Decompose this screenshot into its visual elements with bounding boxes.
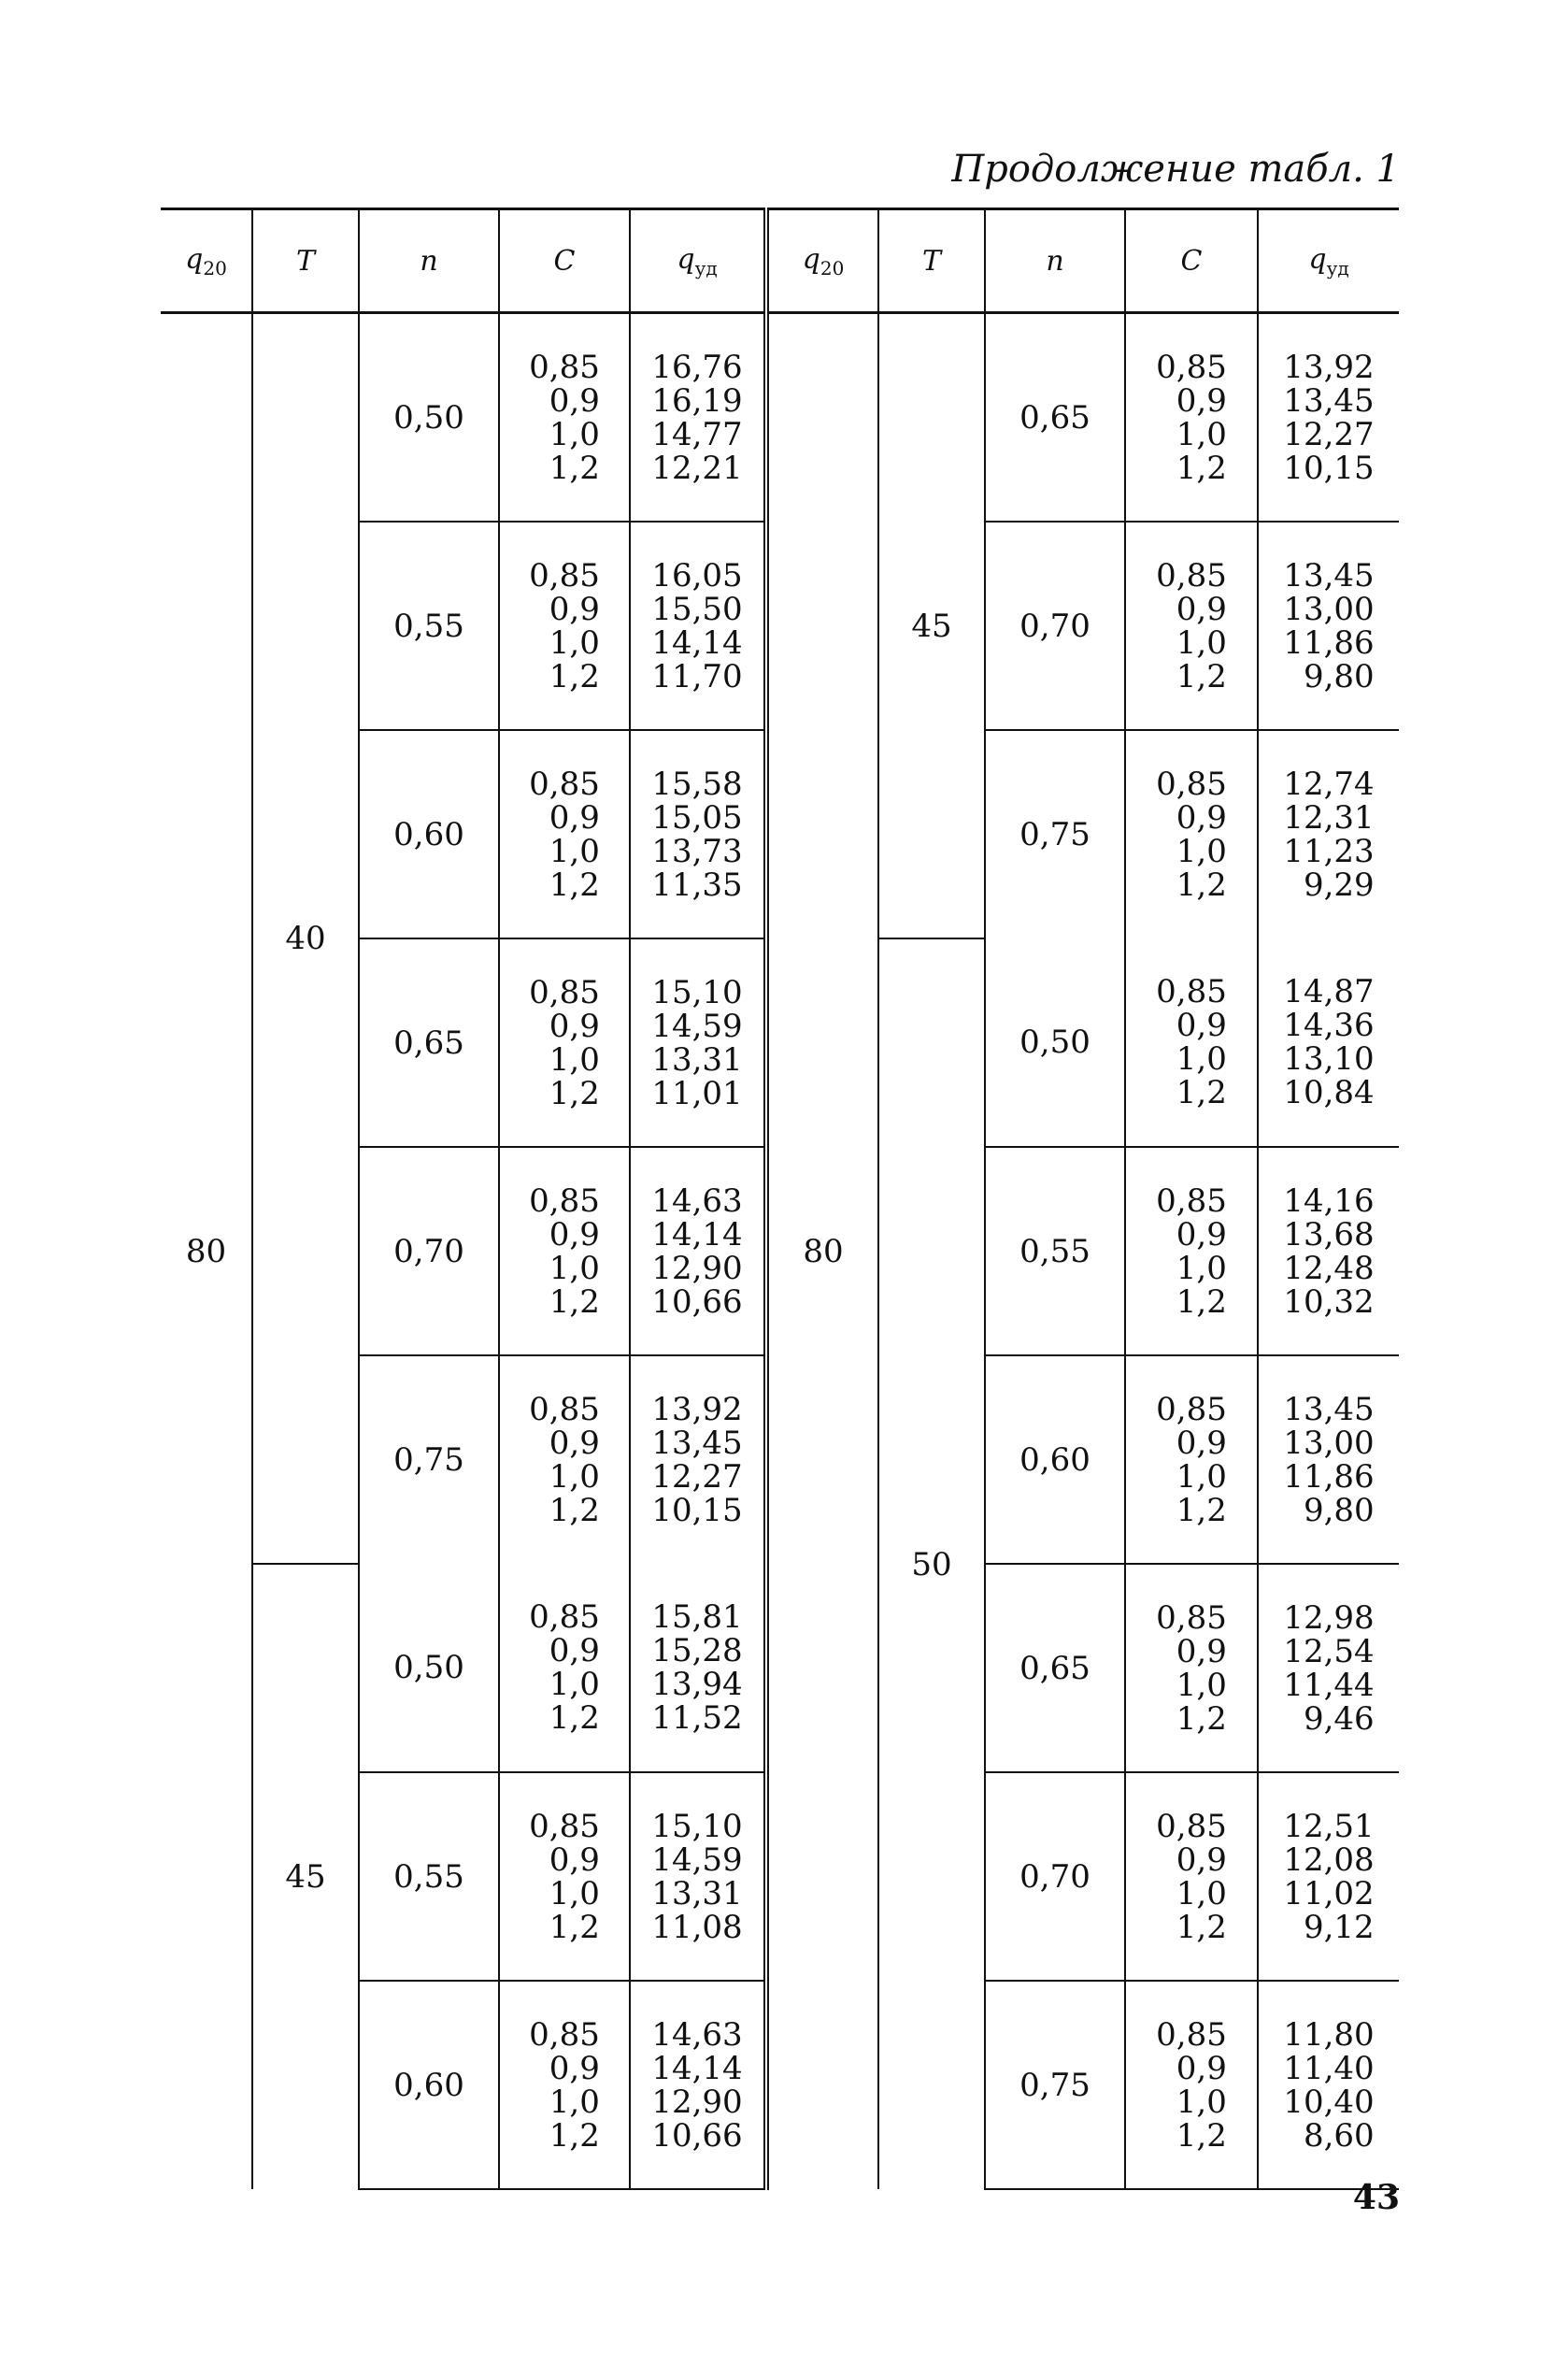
value-line: 0,85	[1156, 1390, 1227, 1428]
value-line: 0,9	[549, 2049, 600, 2087]
left-t-cell: 45	[252, 1564, 359, 2189]
value-stack	[1283, 975, 1374, 1110]
value-line: 10,66	[651, 1282, 743, 1321]
value-line: 1,0	[549, 1666, 600, 1703]
left-c-cell	[499, 938, 630, 1147]
header-q20-left: $q_{20}$	[161, 209, 252, 313]
value-line: 13,45	[1283, 381, 1375, 420]
value-line: 15,28	[651, 1632, 743, 1669]
left-c-cell	[499, 1355, 630, 1564]
value-line: 15,10	[651, 1807, 743, 1845]
value-line: 13,31	[651, 1874, 743, 1912]
right-n-cell: 0,70	[985, 522, 1125, 730]
value-line: 1,0	[549, 1040, 600, 1079]
right-c-cell	[1125, 313, 1258, 523]
value-line: 12,27	[1283, 415, 1375, 453]
value-line: 1,0	[1176, 1457, 1227, 1496]
header-t-right: T	[878, 209, 985, 313]
value-line: 1,0	[549, 415, 600, 453]
value-line: 15,50	[651, 590, 743, 628]
value-stack	[651, 1600, 742, 1735]
value-line: 1,0	[549, 2083, 600, 2121]
value-line: 1,2	[549, 866, 600, 904]
value-line: 14,14	[651, 1215, 743, 1253]
value-stack	[1156, 975, 1227, 1110]
value-stack	[651, 2015, 743, 2155]
left-qud-cell	[630, 730, 766, 938]
value-stack	[1283, 1184, 1374, 1319]
value-line: 0,9	[1176, 2049, 1227, 2087]
left-c-cell	[499, 1981, 630, 2189]
value-line: 11,52	[651, 1699, 743, 1737]
value-line: 1,2	[549, 449, 600, 487]
value-line: 0,85	[529, 348, 600, 386]
value-stack	[1156, 1390, 1227, 1529]
value-stack	[1283, 2015, 1375, 2155]
value-line: 0,9	[1176, 1840, 1227, 1879]
value-line: 0,9	[1176, 1632, 1227, 1670]
value-line: 1,2	[549, 1492, 600, 1529]
left-c-cell	[499, 1147, 630, 1355]
right-qud-cell	[1258, 1981, 1399, 2189]
value-line: 1,0	[549, 1458, 600, 1496]
value-line: 11,70	[651, 657, 743, 695]
header-qud-left: $q_{уд}$	[630, 209, 766, 313]
value-line: 13,45	[651, 1425, 743, 1462]
value-line: 1,0	[1176, 1249, 1227, 1287]
value-line: 1,2	[1176, 449, 1227, 487]
value-line: 1,0	[1176, 623, 1227, 662]
right-qud-cell	[1258, 1355, 1399, 1564]
value-line: 11,08	[651, 1908, 743, 1946]
data-table	[161, 208, 1399, 2190]
page-number: 43	[1352, 2178, 1400, 2217]
value-line: 0,85	[1156, 2015, 1227, 2054]
value-line: 12,90	[651, 1249, 743, 1287]
left-n-cell: 0,60	[359, 1981, 499, 2189]
value-line: 14,14	[651, 623, 743, 662]
right-qud-cell	[1258, 938, 1399, 1147]
value-line: 15,10	[651, 973, 743, 1011]
left-n-cell: 0,55	[359, 1772, 499, 1981]
value-line: 0,9	[549, 798, 600, 837]
value-line: 14,63	[651, 2015, 743, 2054]
value-stack	[1156, 348, 1227, 487]
value-stack	[1283, 767, 1374, 902]
value-line: 14,16	[1283, 1182, 1375, 1220]
left-qud-cell	[630, 1147, 766, 1355]
value-line: 14,77	[651, 415, 743, 453]
value-line: 1,0	[549, 623, 600, 662]
value-line: 12,48	[1283, 1249, 1375, 1287]
value-line: 8,60	[1303, 2116, 1375, 2155]
value-line: 14,36	[1283, 1007, 1375, 1044]
value-stack	[529, 767, 600, 902]
value-line: 1,0	[1176, 2083, 1227, 2121]
left-qud-cell	[630, 1564, 766, 1772]
value-stack	[529, 1184, 600, 1319]
right-n-cell: 0,70	[985, 1772, 1125, 1981]
right-n-cell: 0,65	[985, 313, 1125, 523]
right-n-cell: 0,75	[985, 730, 1125, 938]
left-qud-cell	[630, 1981, 766, 2189]
right-qud-cell	[1258, 1564, 1399, 1772]
value-line: 1,2	[1176, 1699, 1227, 1738]
value-stack	[651, 973, 743, 1112]
value-line: 10,40	[1283, 2083, 1375, 2121]
value-line: 1,2	[1176, 1491, 1227, 1529]
value-line: 14,14	[651, 2049, 743, 2087]
value-line: 13,92	[1283, 348, 1375, 386]
value-line: 1,0	[549, 832, 600, 870]
right-q20-cell: 80	[766, 313, 878, 2190]
value-line: 14,87	[1283, 973, 1375, 1010]
value-line: 13,45	[1283, 1390, 1375, 1428]
left-n-cell: 0,60	[359, 730, 499, 938]
value-line: 0,85	[529, 1807, 600, 1845]
right-t-cell: 45	[878, 313, 985, 939]
header-qud-right: $q_{уд}$	[1258, 209, 1399, 313]
value-line: 11,80	[1283, 2015, 1375, 2054]
value-line: 9,46	[1303, 1699, 1375, 1738]
value-line: 1,2	[549, 657, 600, 695]
right-c-cell	[1125, 522, 1258, 730]
value-line: 1,2	[549, 1908, 600, 1946]
value-line: 0,9	[1176, 1007, 1227, 1044]
left-qud-cell	[630, 1355, 766, 1564]
left-n-cell: 0,55	[359, 522, 499, 730]
value-line: 0,9	[549, 1215, 600, 1253]
value-line: 1,2	[1176, 2116, 1227, 2155]
value-line: 13,68	[1283, 1215, 1375, 1253]
value-line: 12,74	[1283, 766, 1375, 803]
value-line: 10,66	[651, 2116, 743, 2155]
left-n-cell: 0,65	[359, 938, 499, 1147]
value-line: 0,85	[529, 1391, 600, 1428]
value-line: 15,58	[651, 765, 743, 803]
left-t-cell: 40	[252, 313, 359, 1565]
value-line: 11,86	[1283, 623, 1375, 662]
header-q20-right: $q_{20}$	[766, 209, 878, 313]
value-line: 13,94	[651, 1666, 743, 1703]
table-caption: Продолжение табл. 1	[951, 148, 1400, 191]
value-line: 11,23	[1283, 833, 1375, 870]
value-line: 0,85	[1156, 1598, 1227, 1637]
header-n-left: n	[359, 209, 499, 313]
value-stack	[1156, 1598, 1227, 1738]
value-line: 13,10	[1283, 1040, 1375, 1078]
left-n-cell: 0,75	[359, 1355, 499, 1564]
table-row	[161, 313, 1399, 523]
value-line: 1,0	[1176, 415, 1227, 453]
value-line: 0,9	[549, 1425, 600, 1462]
value-line: 0,85	[1156, 766, 1227, 803]
right-n-cell: 0,75	[985, 1981, 1125, 2189]
value-line: 16,19	[651, 381, 743, 420]
right-t-cell: 50	[878, 938, 985, 2189]
value-line: 12,31	[1283, 799, 1375, 837]
value-line: 16,05	[651, 556, 743, 594]
value-line: 16,76	[651, 348, 743, 386]
value-line: 1,0	[1176, 1040, 1227, 1078]
value-stack	[1156, 556, 1227, 695]
header-c-right: C	[1125, 209, 1258, 313]
left-c-cell	[499, 522, 630, 730]
value-stack	[651, 556, 743, 695]
left-c-cell	[499, 1772, 630, 1981]
value-stack	[529, 2015, 600, 2155]
value-stack	[1283, 1390, 1375, 1529]
value-stack	[529, 556, 600, 695]
value-line: 1,2	[549, 1699, 600, 1737]
right-qud-cell	[1258, 1147, 1399, 1355]
value-line: 11,40	[1283, 2049, 1375, 2087]
value-line: 0,9	[1176, 1215, 1227, 1253]
left-n-cell: 0,70	[359, 1147, 499, 1355]
right-c-cell	[1125, 1147, 1258, 1355]
left-c-cell	[499, 313, 630, 523]
value-line: 11,86	[1283, 1457, 1375, 1496]
value-line: 12,08	[1283, 1840, 1375, 1879]
right-n-cell: 0,55	[985, 1147, 1125, 1355]
value-line: 1,2	[1176, 1282, 1227, 1321]
right-c-cell	[1125, 938, 1258, 1147]
value-line: 12,54	[1283, 1632, 1375, 1670]
right-c-cell	[1125, 1564, 1258, 1772]
right-qud-cell	[1258, 313, 1399, 523]
value-line: 11,44	[1283, 1666, 1375, 1704]
value-stack	[529, 1807, 600, 1946]
value-stack	[1156, 2015, 1227, 2155]
value-stack	[1156, 767, 1227, 902]
value-stack	[1283, 1807, 1375, 1946]
value-line: 0,85	[529, 556, 600, 594]
value-line: 1,2	[549, 1282, 600, 1321]
right-c-cell	[1125, 1355, 1258, 1564]
value-line: 9,29	[1303, 866, 1375, 904]
value-line: 11,01	[651, 1074, 743, 1112]
value-line: 0,85	[529, 2015, 600, 2054]
value-stack	[1156, 1807, 1227, 1946]
value-line: 0,9	[549, 1007, 600, 1045]
right-qud-cell	[1258, 730, 1399, 938]
value-line: 10,15	[1283, 449, 1375, 487]
right-c-cell	[1125, 730, 1258, 938]
value-line: 1,0	[549, 1874, 600, 1912]
right-n-cell: 0,65	[985, 1564, 1125, 1772]
value-line: 1,2	[1176, 866, 1227, 904]
value-line: 1,2	[1176, 657, 1227, 695]
value-line: 0,9	[549, 1840, 600, 1879]
value-line: 0,9	[549, 381, 600, 420]
header-row	[161, 209, 1399, 313]
value-line: 14,59	[651, 1007, 743, 1045]
value-line: 10,32	[1283, 1282, 1375, 1321]
value-line: 15,81	[651, 1598, 743, 1636]
value-line: 11,02	[1283, 1874, 1375, 1912]
left-qud-cell	[630, 522, 766, 730]
value-stack	[651, 1807, 743, 1946]
value-line: 15,05	[651, 798, 743, 837]
value-stack	[529, 348, 600, 487]
header-t-left: T	[252, 209, 359, 313]
value-line: 12,27	[651, 1458, 743, 1496]
left-q20-cell: 80	[185, 1233, 227, 1270]
value-stack	[529, 1600, 600, 1735]
value-line: 0,9	[549, 590, 600, 628]
header-n-right: n	[985, 209, 1125, 313]
value-line: 10,15	[651, 1492, 743, 1529]
value-line: 0,85	[529, 1598, 600, 1636]
value-line: 13,00	[1283, 1424, 1375, 1462]
value-line: 11,35	[651, 866, 743, 904]
value-line: 1,2	[1176, 1074, 1227, 1111]
value-line: 0,85	[1156, 973, 1227, 1010]
left-c-cell	[499, 730, 630, 938]
value-stack	[1283, 556, 1375, 695]
right-c-cell	[1125, 1981, 1258, 2189]
value-line: 12,51	[1283, 1807, 1375, 1845]
value-line: 0,85	[1156, 1807, 1227, 1845]
value-line: 0,85	[529, 1182, 600, 1220]
value-line: 12,98	[1283, 1598, 1375, 1637]
value-line: 0,9	[1176, 590, 1227, 628]
value-line: 13,45	[1283, 556, 1375, 594]
value-line: 1,0	[1176, 833, 1227, 870]
value-line: 13,00	[1283, 590, 1375, 628]
value-line: 1,0	[1176, 1874, 1227, 1912]
value-line: 0,9	[1176, 799, 1227, 837]
value-line: 0,85	[1156, 556, 1227, 594]
value-line: 0,85	[1156, 1182, 1227, 1220]
right-qud-cell	[1258, 1772, 1399, 1981]
left-qud-cell	[630, 938, 766, 1147]
left-qud-cell	[630, 313, 766, 523]
value-line: 13,92	[651, 1391, 743, 1428]
right-qud-cell	[1258, 522, 1399, 730]
value-line: 12,21	[651, 449, 743, 487]
value-line: 0,9	[1176, 381, 1227, 420]
value-stack	[651, 767, 742, 902]
value-stack	[1283, 1598, 1375, 1738]
value-stack	[651, 1184, 742, 1319]
left-c-cell	[499, 1564, 630, 1772]
value-line: 13,73	[651, 832, 743, 870]
value-line: 0,9	[1176, 1424, 1227, 1462]
value-line: 13,31	[651, 1040, 743, 1079]
value-line: 9,80	[1303, 657, 1375, 695]
header-c-left: C	[499, 209, 630, 313]
value-line: 9,80	[1303, 1491, 1375, 1529]
value-line: 0,85	[529, 973, 600, 1011]
value-line: 12,90	[651, 2083, 743, 2121]
value-line: 0,85	[529, 765, 600, 803]
right-n-cell: 0,50	[985, 938, 1125, 1147]
value-line: 14,59	[651, 1840, 743, 1879]
value-stack	[651, 1393, 742, 1527]
value-line: 0,9	[549, 1632, 600, 1669]
value-line: 9,12	[1303, 1908, 1375, 1946]
left-n-cell: 0,50	[359, 313, 499, 523]
value-stack	[1283, 348, 1375, 487]
value-stack	[529, 973, 600, 1112]
value-stack	[529, 1393, 600, 1527]
left-qud-cell	[630, 1772, 766, 1981]
value-line: 14,63	[651, 1182, 743, 1220]
value-line: 1,0	[549, 1249, 600, 1287]
value-line: 1,2	[549, 2116, 600, 2155]
value-line: 1,0	[1176, 1666, 1227, 1704]
right-c-cell	[1125, 1772, 1258, 1981]
value-stack	[651, 348, 743, 487]
value-line: 0,85	[1156, 348, 1227, 386]
value-line: 10,84	[1283, 1074, 1375, 1111]
left-n-cell: 0,50	[359, 1564, 499, 1772]
value-line: 1,2	[549, 1074, 600, 1112]
value-line: 1,2	[1176, 1908, 1227, 1946]
value-stack	[1156, 1184, 1227, 1319]
right-n-cell: 0,60	[985, 1355, 1125, 1564]
